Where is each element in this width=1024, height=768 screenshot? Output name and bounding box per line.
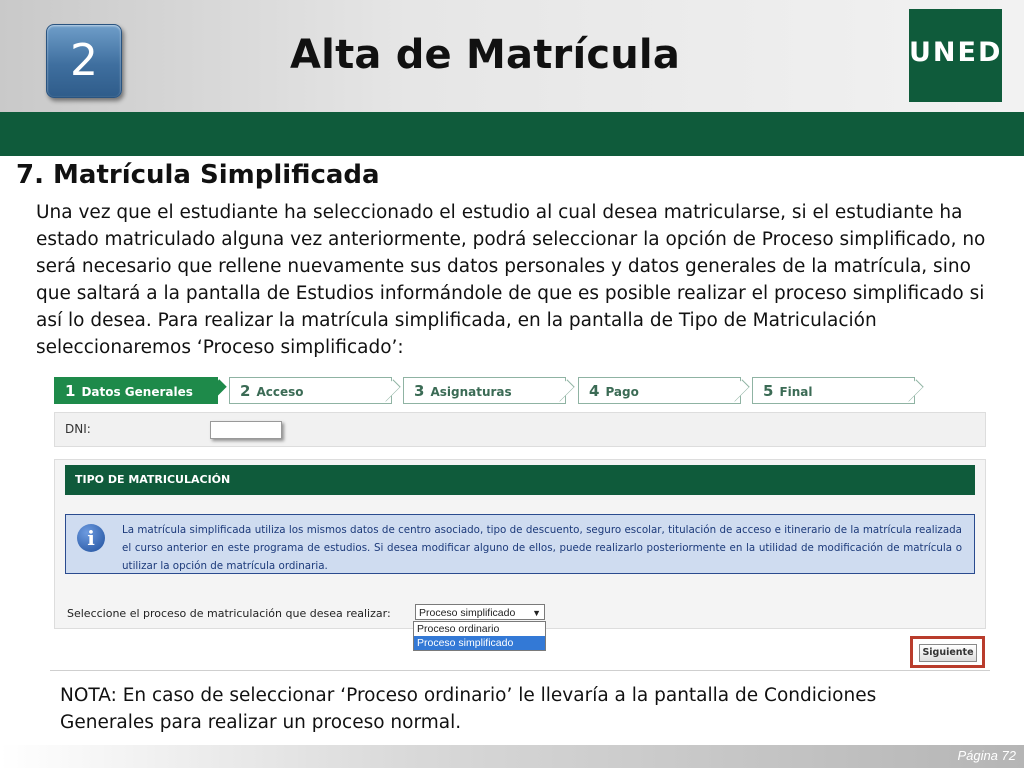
process-dropdown-list [413,621,546,651]
info-text: La matrícula simplificada utiliza los mismos datos de centro asociado, tipo de descuento, seguro escolar, titulación de acceso e itinerario de la matrícula realizada el curso anterior en este programa de estudios. Si desea modificar alguno de ellos, puede realizarlo posteriormente en la utilidad de modificación de matrícula o utilizar la opción de matrícula ordinaria. [122,524,962,572]
uned-logo [909,9,1002,102]
process-select-value: Proceso simplificado [419,607,516,619]
step-label: Datos Generales [81,385,193,399]
wizard-step-asignaturas[interactable] [403,377,566,404]
section-paragraph: Una vez que el estudiante ha seleccionado el estudio al cual desea matricularse, si el estudiante ha estado matriculado alguna vez anteriormente, podrá seleccionar la opción de Proceso simplificado, no será necesario que rellene nuevamente sus datos personales y datos generales de la matrícula, sino que saltará a la pantalla de Estudios informándole de que es posible realizar el proceso simplificado si así lo desea. Para realizar la matrícula simplificada, en la pantalla de Tipo de Matriculación seleccionaremos ‘Proceso simplificado’: [36,202,986,358]
process-select-label: Seleccione el proceso de matriculación que desea realizar: [67,607,391,620]
panel-title: TIPO DE MATRICULACIÓN [65,465,975,495]
step-num: 3 [414,382,425,400]
option-proceso-simplificado[interactable]: Proceso simplificado [414,636,545,650]
tipo-matriculacion-panel [54,459,986,629]
info-box [65,514,975,574]
step-num: 4 [589,382,600,400]
wizard-step-final[interactable] [752,377,915,404]
note-text: NOTA: En caso de seleccionar ‘Proceso ordinario’ le llevaría a la pantalla de Condiciones Generales para realizar un proceso normal. [60,685,877,733]
step-num: 5 [763,382,774,400]
step-number-badge: 2 [46,24,122,98]
chevron-down-icon: ▼ [532,608,541,618]
footer-bar [0,745,1024,768]
step-label: Pago [605,385,639,399]
step-num: 2 [240,382,251,400]
logo-text: UNED [909,37,1003,68]
wizard-step-datos-generales[interactable] [54,377,218,404]
divider [50,670,990,671]
step-label: Final [779,385,813,399]
section-title: 7. Matrícula Simplificada [16,160,380,190]
wizard-step-acceso[interactable] [229,377,392,404]
next-button-highlight [910,636,985,668]
option-proceso-ordinario[interactable]: Proceso ordinario [417,623,500,635]
wizard-step-pago[interactable] [578,377,741,404]
step-num: 1 [65,382,76,400]
dni-label: DNI: [65,422,91,436]
header-band [0,112,1024,156]
page-number: Página 72 [957,748,1016,763]
slide-header [0,0,1024,112]
step-label: Acceso [256,385,304,399]
wizard-steps [54,377,924,406]
dni-input[interactable] [210,421,282,439]
dni-bar [54,412,986,447]
info-icon: i [77,524,105,552]
page-title: Alta de Matrícula [290,32,681,78]
process-select[interactable] [415,604,545,620]
step-label: Asignaturas [430,385,512,399]
next-button[interactable]: Siguiente [919,644,977,662]
